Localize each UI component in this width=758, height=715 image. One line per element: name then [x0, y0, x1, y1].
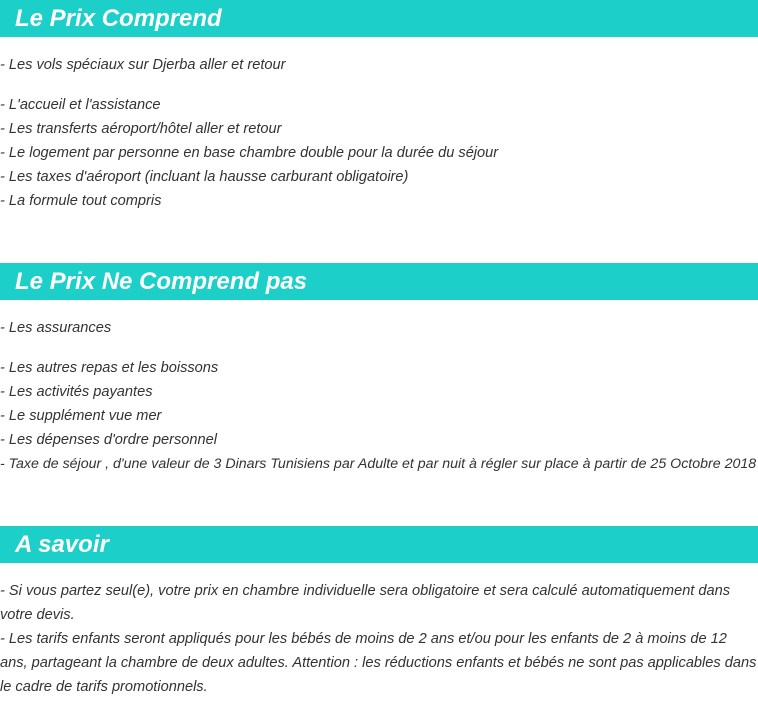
list-item: - Les activités payantes — [0, 384, 153, 400]
list-item: - Les vols spéciaux sur Djerba aller et retour — [0, 57, 286, 73]
list-item: - Les autres repas et les boissons — [0, 360, 219, 376]
list-item: - Les taxes d'aéroport (incluant la hausse carburant obligatoire) — [0, 169, 409, 185]
list-item: - Le supplément vue mer — [0, 408, 162, 424]
list-item: - Le logement par personne en base chambre double pour la durée du séjour — [0, 145, 499, 161]
included-list — [0, 53, 758, 213]
list-item: - Les dépenses d'ordre personnel — [0, 432, 217, 448]
list-item: - La formule tout compris — [0, 193, 162, 209]
excluded-list — [0, 316, 758, 476]
info-paragraph: - Si vous partez seul(e), votre prix en chambre individuelle sera obligatoire et sera calculé automatiquement dans votre devis. — [0, 583, 731, 623]
list-item: - Les transferts aéroport/hôtel aller et retour — [0, 121, 282, 137]
section-title-info: A savoir — [0, 526, 758, 563]
list-item: - Taxe de séjour , d'une valeur de 3 Dinars Tunisiens par Adulte et par nuit à régler sur place à partir de 25 Octobre 2018 — [0, 456, 757, 472]
list-item: - L'accueil et l'assistance — [0, 97, 161, 113]
section-title-included: Le Prix Comprend — [0, 0, 758, 37]
info-paragraph: - Les tarifs enfants seront appliqués pour les bébés de moins de 2 ans et/ou pour les enfants de 2 à moins de 12 ans, partageant la chambre de deux adultes. Attention : les réductions enfants et bébés ne sont pas applicables dans le cadre de tarifs promotionnels. — [0, 631, 757, 695]
section-title-excluded: Le Prix Ne Comprend pas — [0, 263, 758, 300]
list-item: - Les assurances — [0, 320, 112, 336]
